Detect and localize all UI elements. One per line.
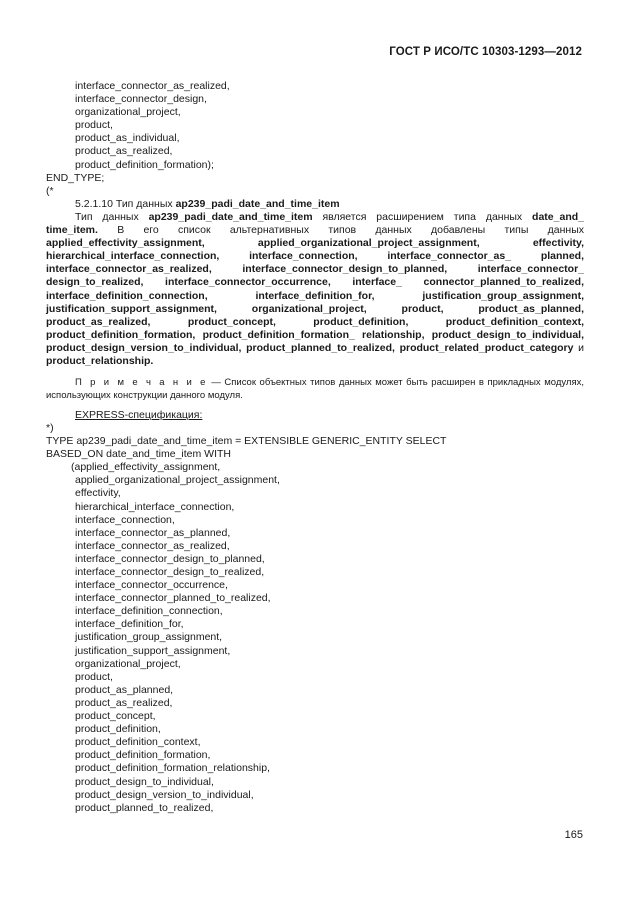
- list-item: product_planned_to_realized,: [75, 801, 214, 814]
- list-item: organizational_project,: [75, 106, 181, 119]
- list-item: interface_connector_planned_to_realized,: [75, 592, 271, 605]
- type-declaration: TYPE ap239_padi_date_and_time_item = EXTENSIBLE GENERIC_ENTITY SELECT: [46, 435, 447, 448]
- list-item: organizational_project,: [75, 657, 181, 670]
- para-bold: applied_effectivity_assignment, applied_organizational_project_assignment, effectivity, hierarchical_interface_connection, interface_connection, interface_connector_as_ planned, interface_connector_as_realized, interface_connector_design_to_planned, interface_connector_ design_to_realized, interface_connector_occurrence, interface_ connector_planned_to_realized, interface_definition_connection, interface_definition_for, justification_group_assignment, justification_support_assignment, organizational_project, product, product_as_planned, product_as_realized, product_concept, product_definition, product_definition_context, product_definition_formation, product_definition_formation_ relationship, product_design_to_individual, product_design_version_to_individual, product_planned_to_realized, product_related_product_category: [46, 237, 584, 354]
- list-item: product_as_realized,: [75, 696, 173, 709]
- para-bold: date_and_ time_item.: [46, 210, 584, 237]
- page-content: [46, 80, 584, 815]
- list-item: product_definition_formation,: [75, 749, 211, 762]
- select-first-item: (applied_effectivity_assignment,: [71, 461, 221, 474]
- page-header: ГОСТ Р ИСО/ТС 10303-1293—2012: [389, 46, 582, 58]
- list-item: interface_connector_as_realized,: [75, 80, 230, 92]
- note-block: [46, 376, 584, 403]
- list-item: product_as_planned,: [75, 683, 174, 696]
- comment-close: *): [46, 421, 54, 434]
- list-item: product,: [75, 670, 113, 683]
- page-number: 165: [564, 829, 583, 841]
- list-item: interface_connector_design_to_planned,: [75, 552, 265, 565]
- list-item: interface_connector_as_realized,: [75, 539, 230, 552]
- list-item: hierarchical_interface_connection,: [75, 500, 235, 513]
- list-item: interface_definition_connection,: [75, 605, 223, 618]
- list-item: product_as_individual,: [75, 132, 180, 145]
- para-text: В его список альтернативных типов данных добавлены типы данных: [97, 224, 584, 237]
- express-title: EXPRESS-спецификация:: [75, 408, 203, 421]
- list-item: interface_connector_design,: [75, 93, 207, 106]
- list-item: effectivity,: [75, 487, 121, 500]
- list-item: interface_connector_occurrence,: [75, 579, 228, 592]
- para-text: является расширением типа данных: [312, 210, 533, 223]
- para-text: и: [573, 341, 584, 354]
- list-item: interface_connector_as_planned,: [75, 526, 231, 539]
- section-heading: [46, 198, 584, 211]
- based-on-line: BASED_ON date_and_time_item WITH: [46, 448, 231, 461]
- para-text: Тип данных: [75, 210, 149, 223]
- description-paragraph: [46, 211, 584, 368]
- list-item: product_concept,: [75, 710, 156, 723]
- list-item: product_definition_formation_relationship,: [75, 762, 270, 775]
- section-name: ap239_padi_date_and_time_item: [175, 197, 340, 210]
- list-item: interface_definition_for,: [75, 618, 184, 631]
- top-list: [46, 80, 584, 172]
- list-item: justification_support_assignment,: [75, 644, 231, 657]
- end-type-line: END_TYPE;: [46, 171, 105, 184]
- list-item: product_definition,: [75, 723, 161, 736]
- list-item: product_as_realized,: [75, 145, 173, 158]
- section-number: 5.2.1.10 Тип данных: [75, 197, 176, 210]
- list-item: interface_connector_design_to_realized,: [75, 566, 265, 578]
- list-item: interface_connection,: [75, 513, 175, 526]
- list-item: product_design_to_individual,: [75, 775, 214, 788]
- list-item: product_design_version_to_individual,: [75, 788, 254, 801]
- list-item: product_definition_context,: [75, 736, 201, 749]
- list-item: applied_organizational_project_assignment,: [75, 474, 280, 487]
- select-list: [46, 474, 584, 814]
- list-item: justification_group_assignment,: [75, 631, 223, 644]
- list-item: product_definition_formation);: [75, 158, 214, 171]
- comment-open: (*: [46, 184, 54, 197]
- list-item: product,: [75, 119, 113, 132]
- para-bold: ap239_padi_date_and_time_item: [148, 210, 313, 223]
- note-text: — Список объектных типов данных может быть расширен в прикладных модулях, использующих конструкции данного модуля.: [46, 377, 584, 402]
- note-label: П р и м е ч а н и е: [75, 377, 208, 389]
- para-bold: product_relationship.: [46, 354, 154, 367]
